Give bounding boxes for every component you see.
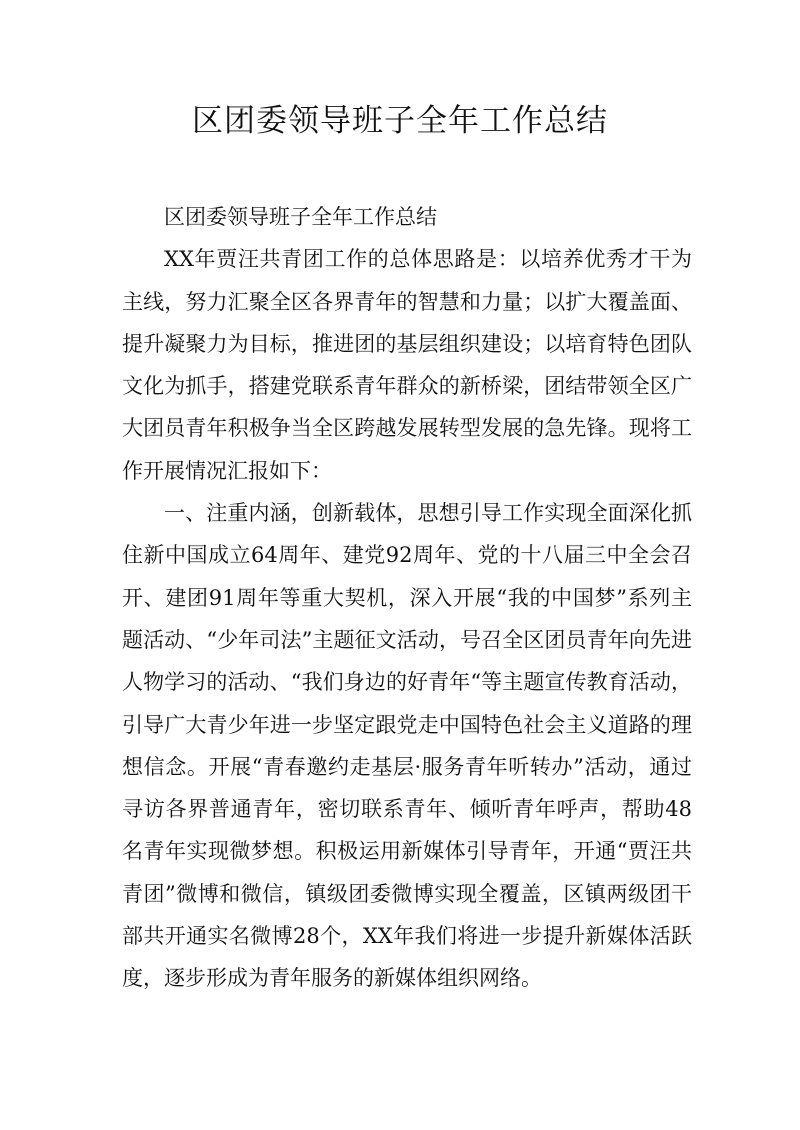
paragraph-heading: 区团委领导班子全年工作总结 xyxy=(164,205,437,229)
document-body xyxy=(122,196,692,1000)
paragraph-section-one: 一、注重内涵，创新载体，思想引导工作实现全面深化抓住新中国成立64周年、建党92周年、党的十八届三中全会召开、建团91周年等重大契机，深入开展“我的中国梦”系列主题活动、“少年司法”主题征文活动，号召全区团员青年向先进人物学习的活动、“我们身边的好青年“等主题宣传教育活动，引导广大青少年进一步坚定跟党走中国特色社会主义道路的理想信念。开展“青春邀约走基层·服务青年听转办”活动，通过寻访各界普通青年，密切联系青年、倾听青年呼声，帮助48名青年实现微梦想。积极运用新媒体引导青年，开通“贾汪共青团”微博和微信，镇级团委微博实现全覆盖，区镇两级团干部共开通实名微博28个，XX年我们将进一步提升新媒体活跃度，逐步形成为青年服务的新媒体组织网络。 xyxy=(122,501,692,991)
paragraph-intro: XX年贾汪共青团工作的总体思路是：以培养优秀才干为主线，努力汇聚全区各界青年的智慧和力量；以扩大覆盖面、提升凝聚力为目标，推进团的基层组织建设；以培育特色团队文化为抓手，搭建党联系青年群众的新桥梁，团结带领全区广大团员青年积极争当全区跨越发展转型发展的急先锋。现将工作开展情况汇报如下： xyxy=(122,247,692,483)
document-title: 区团委领导班子全年工作总结 xyxy=(192,103,608,139)
